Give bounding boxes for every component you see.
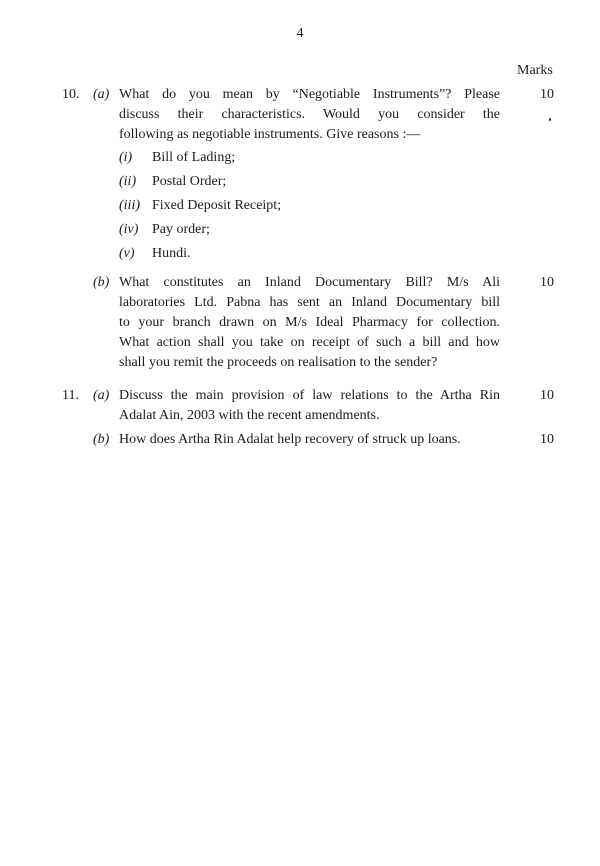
text-line: What constitutes an Inland Documentary Bill? M/s Ali bbox=[119, 275, 500, 290]
text-line: What action shall you take on receipt of such a bill and how bbox=[119, 335, 500, 350]
text-line: Discuss the main provision of law relations to the Artha Rin bbox=[119, 388, 500, 403]
marks-header: Marks bbox=[517, 63, 553, 78]
item-label: (i) bbox=[119, 150, 133, 165]
question-number-11: 11. bbox=[62, 388, 79, 403]
item-text: Fixed Deposit Receipt; bbox=[152, 198, 282, 213]
text-line: How does Artha Rin Adalat help recovery of struck up loans. bbox=[119, 432, 461, 447]
item-label: (iii) bbox=[119, 198, 140, 213]
marks-10b: 10 bbox=[540, 275, 554, 290]
text-line: What do you mean by “Negotiable Instruments”? Please bbox=[119, 87, 500, 102]
item-text: Hundi. bbox=[152, 246, 191, 261]
part-label-10b: (b) bbox=[93, 275, 110, 290]
text-line: shall you remit the proceeds on realisation to the sender? bbox=[119, 355, 438, 370]
item-label: (iv) bbox=[119, 222, 139, 237]
marks-11a: 10 bbox=[540, 388, 554, 403]
page-number: 4 bbox=[296, 26, 304, 41]
item-text: Bill of Lading; bbox=[152, 150, 236, 165]
text-line: following as negotiable instruments. Give reasons :— bbox=[119, 127, 421, 142]
part-label-11a: (a) bbox=[93, 388, 110, 403]
item-label: (ii) bbox=[119, 174, 137, 189]
text-line: discuss their characteristics. Would you consider the bbox=[119, 107, 500, 122]
marks-10a: 10 bbox=[540, 87, 554, 102]
text-line: Adalat Ain, 2003 with the recent amendments. bbox=[119, 408, 380, 423]
marks-11b: 10 bbox=[540, 432, 554, 447]
stray-mark bbox=[549, 118, 551, 121]
question-number-10: 10. bbox=[62, 87, 80, 102]
part-label-10a: (a) bbox=[93, 87, 110, 102]
item-text: Postal Order; bbox=[152, 174, 227, 189]
item-label: (v) bbox=[119, 246, 135, 261]
part-label-11b: (b) bbox=[93, 432, 110, 447]
text-line: to your branch drawn on M/s Ideal Pharmacy for collection. bbox=[119, 315, 500, 330]
text-line: laboratories Ltd. Pabna has sent an Inland Documentary bill bbox=[119, 295, 500, 310]
item-text: Pay order; bbox=[152, 222, 210, 237]
